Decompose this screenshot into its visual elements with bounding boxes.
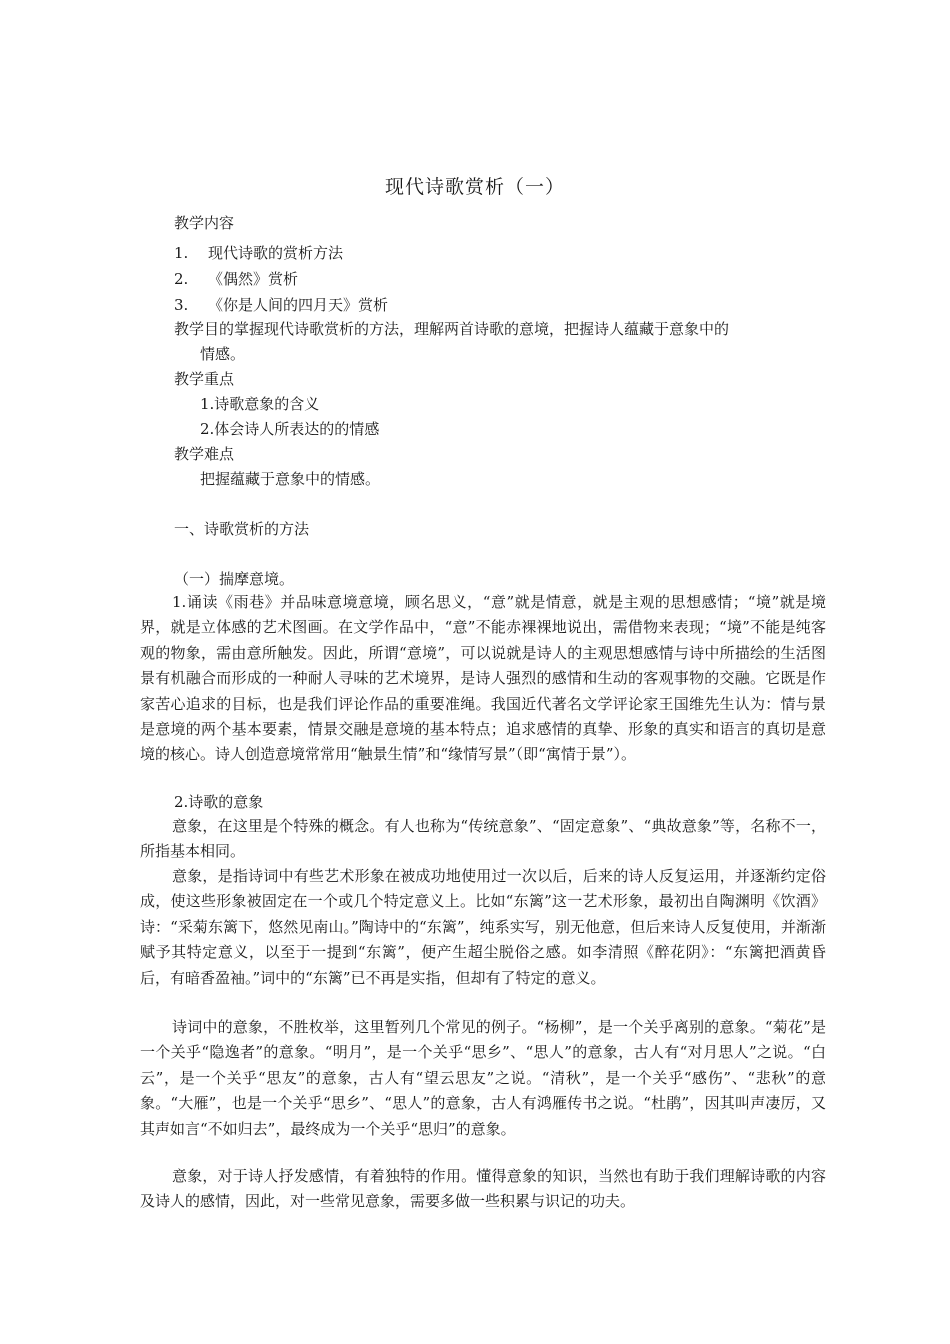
goal-line-1: 教学目的掌握现代诗歌赏析的方法，理解两首诗歌的意境，把握诗人蕴藏于意象中的 bbox=[174, 320, 730, 338]
content-item-text: 《偶然》赏析 bbox=[208, 270, 299, 288]
content-item-text: 现代诗歌的赏析方法 bbox=[208, 244, 344, 262]
difficulty-heading: 教学难点 bbox=[174, 445, 235, 463]
key-item-2: 2.体会诗人所表达的的情感 bbox=[200, 420, 380, 438]
content-item-3 bbox=[174, 294, 388, 316]
content-item-number: 3. bbox=[174, 296, 189, 314]
item-2-heading: 2.诗歌的意象 bbox=[174, 793, 264, 811]
content-item-2 bbox=[174, 268, 298, 290]
content-item-1 bbox=[174, 242, 343, 264]
paragraph-yixiang-function: 意象，对于诗人抒发感情，有着独特的作用。懂得意象的知识，当然也有助于我们理解诗歌的内容及诗人的感情，因此，对一些常见意象，需要多做一些积累与识记的功夫。 bbox=[140, 1167, 826, 1211]
content-item-number: 1. bbox=[174, 244, 189, 262]
key-heading: 教学重点 bbox=[174, 370, 235, 388]
difficulty-text: 把握蕴藏于意象中的情感。 bbox=[200, 470, 381, 488]
paragraph-yixiang-intro: 意象，在这里是个特殊的概念。有人也称为“传统意象”、“固定意象”、“典故意象”等，名称不一，所指基本相同。 bbox=[140, 817, 826, 861]
paragraph-yixiang-examples: 诗词中的意象，不胜枚举，这里暂列几个常见的例子。“杨柳”，是一个关乎离别的意象。“菊花”是一个关乎“隐逸者”的意象。“明月”，是一个关乎“思乡”、“思人”的意象，古人有“对月思人”之说。“白云”，是一个关乎“思友”的意象，古人有“望云思友”之说。“清秋”，是一个关乎“感伤”、“悲秋”的意象。“大雁”，也是一个关乎“思乡”、“思人”的意象，古人有鸿雁传书之说。“杜鹃”，因其叫声凄厉，又其声如言“不如归去”，最终成为一个关乎“思归”的意象。 bbox=[140, 1018, 826, 1138]
content-heading: 教学内容 bbox=[174, 214, 235, 232]
content-item-text: 《你是人间的四月天》赏析 bbox=[208, 296, 389, 314]
paragraph-yijing: 1.诵读《雨巷》并品味意境意境，顾名思义，“意”就是情意，就是主观的思想感情；“境”就是境界，就是立体感的艺术图画。在文学作品中，“意”不能赤裸裸地说出，需借物来表现；“境”不能是纯客观的物象，需由意所触发。因此，所谓“意境”，可以说就是诗人的主观思想感情与诗中所描绘的生活图景有机融合而形成的一种耐人寻味的艺术境界，是诗人强烈的感情和生动的客观事物的交融。它既是作家苦心追求的目标，也是我们评论作品的重要准绳。我国近代著名文学评论家王国维先生认为：情与景是意境的两个基本要素，情景交融是意境的基本特点；追求感情的真挚、形象的真实和语言的真切是意境的核心。诗人创造意境常常用“触景生情”和“缘情写景”（即“寓情于景”）。 bbox=[140, 593, 826, 764]
goal-line-2: 情感。 bbox=[200, 345, 246, 363]
paragraph-yixiang-definition: 意象，是指诗词中有些艺术形象在被成功地使用过一次以后，后来的诗人反复运用，并逐渐约定俗成，使这些形象被固定在一个或几个特定意义上。比如“东篱”这一艺术形象，最初出自陶渊明《饮酒》诗：“采菊东篱下，悠然见南山。”陶诗中的“东篱”，纯系实写，别无他意，但后来诗人反复使用，并渐渐赋予其特定意义，以至于一提到“东篱”，便产生超尘脱俗之感。如李清照《醉花阴》：“东篱把酒黄昏后，有暗香盈袖。”词中的“东篱”已不再是实指，但却有了特定的意义。 bbox=[140, 867, 826, 987]
subsection-1-heading: （一）揣摩意境。 bbox=[174, 570, 295, 588]
section-1-heading: 一、诗歌赏析的方法 bbox=[174, 520, 310, 538]
document-title: 现代诗歌赏析（一） bbox=[384, 176, 565, 198]
key-item-1: 1.诗歌意象的含义 bbox=[200, 395, 320, 413]
content-item-number: 2. bbox=[174, 270, 189, 288]
